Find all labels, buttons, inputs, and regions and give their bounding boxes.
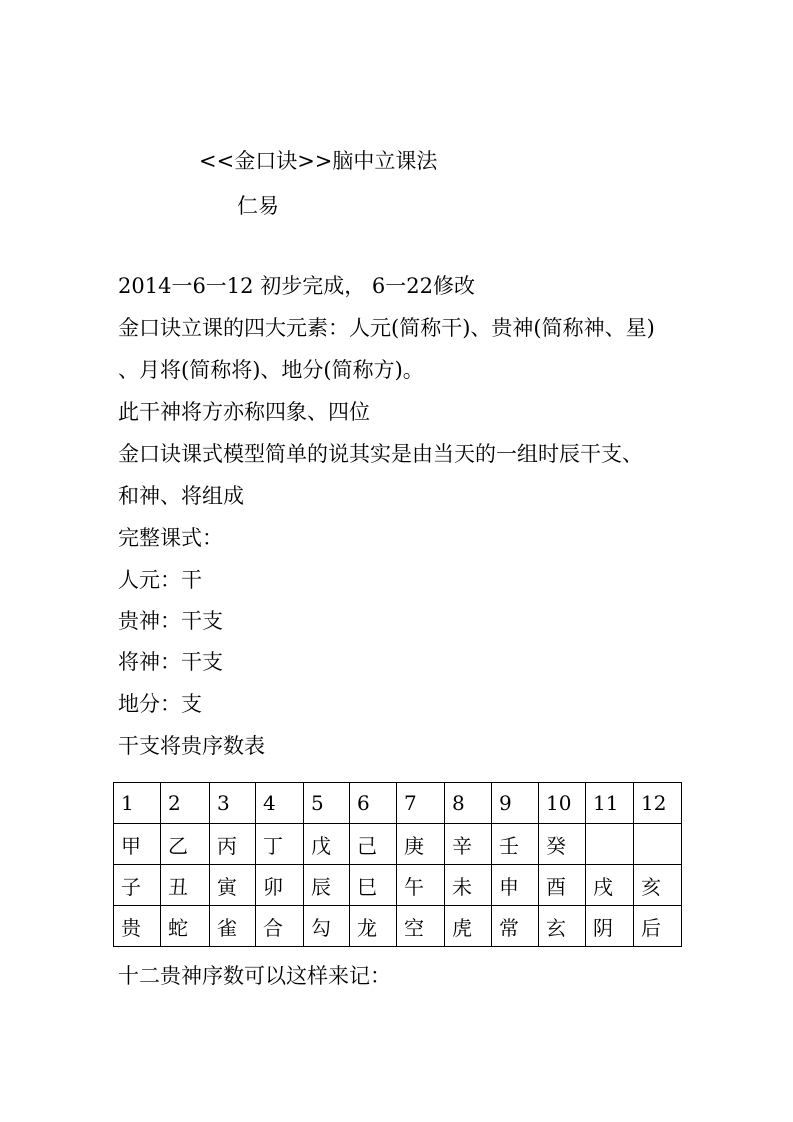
paragraph: 将神：干支	[118, 650, 223, 674]
paragraph: 金口诀立课的四大元素：人元(简称干)、贵神(简称神、星)	[118, 316, 655, 340]
table-cell: 辰	[304, 865, 350, 906]
table-cell: 酉	[539, 865, 586, 906]
table-cell: 空	[397, 906, 445, 947]
table-cell: 丙	[210, 824, 256, 865]
table-cell: 后	[634, 906, 682, 947]
table-cell: 9	[492, 783, 539, 824]
table-cell: 4	[256, 783, 304, 824]
date-line: 2014一6一12 初步完成， 6一22修改	[118, 274, 475, 298]
author-name: 仁易	[237, 194, 279, 218]
table-cell: 壬	[492, 824, 539, 865]
table-cell: 甲	[114, 824, 161, 865]
table-cell: 2	[161, 783, 210, 824]
table-cell: 子	[114, 865, 161, 906]
table-cell	[586, 824, 634, 865]
table-cell: 5	[304, 783, 350, 824]
closing-line: 十二贵神序数可以这样来记：	[118, 964, 391, 988]
sequence-table-body	[114, 783, 682, 947]
table-row-numbers	[114, 783, 682, 824]
table-cell: 11	[586, 783, 634, 824]
table-cell: 己	[350, 824, 397, 865]
paragraph: 和神、将组成	[118, 484, 244, 508]
table-cell: 蛇	[161, 906, 210, 947]
table-cell: 乙	[161, 824, 210, 865]
table-cell: 勾	[304, 906, 350, 947]
table-cell: 未	[445, 865, 492, 906]
table-cell: 雀	[210, 906, 256, 947]
paragraph: 贵神：干支	[118, 609, 223, 633]
table-cell: 丁	[256, 824, 304, 865]
table-cell: 卯	[256, 865, 304, 906]
table-cell: 戌	[586, 865, 634, 906]
table-cell: 丑	[161, 865, 210, 906]
table-row-branches	[114, 865, 682, 906]
table-cell: 1	[114, 783, 161, 824]
paragraph: 完整课式：	[118, 526, 223, 550]
table-row-gods	[114, 906, 682, 947]
table-cell: 戊	[304, 824, 350, 865]
table-cell: 10	[539, 783, 586, 824]
paragraph: 、月将(简称将)、地分(简称方)。	[118, 358, 424, 382]
table-cell: 亥	[634, 865, 682, 906]
table-cell: 6	[350, 783, 397, 824]
table-cell: 阴	[586, 906, 634, 947]
table-cell	[634, 824, 682, 865]
table-cell: 午	[397, 865, 445, 906]
table-cell: 虎	[445, 906, 492, 947]
table-cell: 申	[492, 865, 539, 906]
table-cell: 玄	[539, 906, 586, 947]
table-cell: 庚	[397, 824, 445, 865]
table-cell: 12	[634, 783, 682, 824]
table-cell: 寅	[210, 865, 256, 906]
table-cell: 合	[256, 906, 304, 947]
paragraph: 人元：干	[118, 568, 202, 592]
paragraph: 地分：支	[118, 692, 202, 716]
table-cell: 癸	[539, 824, 586, 865]
table-cell: 辛	[445, 824, 492, 865]
table-row-stems	[114, 824, 682, 865]
table-cell: 常	[492, 906, 539, 947]
document-title: <<金口诀>>脑中立课法	[199, 149, 438, 173]
table-caption: 干支将贵序数表	[118, 734, 265, 758]
table-cell: 巳	[350, 865, 397, 906]
table-cell: 7	[397, 783, 445, 824]
paragraph: 金口诀课式模型简单的说其实是由当天的一组时辰干支、	[118, 442, 643, 466]
table-cell: 3	[210, 783, 256, 824]
table-cell: 贵	[114, 906, 161, 947]
paragraph: 此干神将方亦称四象、四位	[118, 400, 370, 424]
table-cell: 龙	[350, 906, 397, 947]
sequence-table	[113, 782, 682, 947]
table-cell: 8	[445, 783, 492, 824]
